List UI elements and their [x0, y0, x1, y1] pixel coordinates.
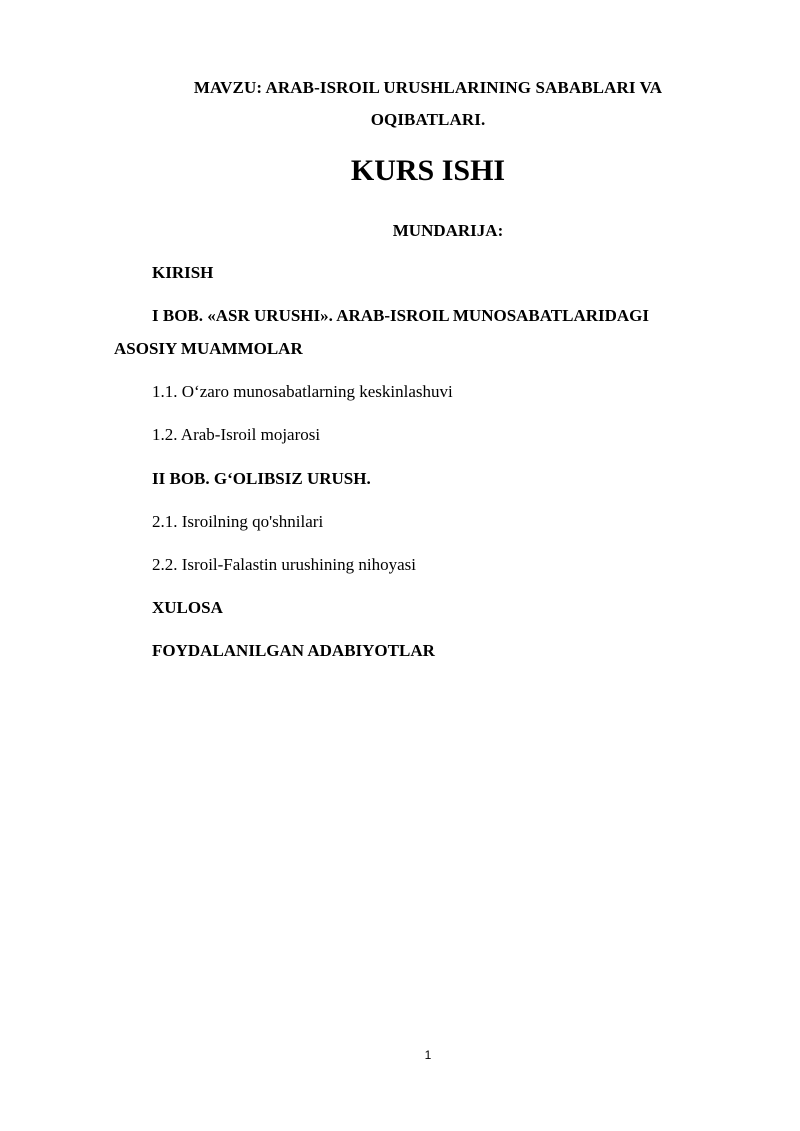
toc-item-references: FOYDALANILGAN ADABIYOTLAR — [152, 641, 435, 660]
toc-item-section-2-1: 2.1. Isroilning qo'shnilari — [152, 512, 324, 531]
toc-heading: MUNDARIJA: — [392, 221, 504, 240]
page-number: 1 — [424, 1048, 432, 1062]
toc-item-intro: KIRISH — [152, 263, 214, 282]
toc-item-section-1-2: 1.2. Arab-Isroil mojarosi — [152, 425, 321, 444]
toc-item-chapter2: II BOB. G‘OLIBSIZ URUSH. — [152, 469, 371, 488]
topic-line-2: OQIBATLARI. — [370, 110, 486, 129]
toc-item-section-2-2: 2.2. Isroil-Falastin urushining nihoyasi — [152, 555, 416, 574]
topic-line-1: MAVZU: ARAB-ISROIL URUSHLARINING SABABLARI VA — [193, 78, 663, 97]
toc-item-section-1-1: 1.1. O‘zaro munosabatlarning keskinlashuvi — [152, 382, 453, 401]
toc-item-chapter1-line2: ASOSIY MUAMMOLAR — [114, 339, 303, 358]
toc-item-conclusion: XULOSA — [152, 598, 223, 617]
document-title: KURS ISHI — [350, 154, 506, 187]
toc-item-chapter1-line1: I BOB. «ASR URUSHI». ARAB-ISROIL MUNOSABATLARIDAGI — [152, 306, 650, 325]
